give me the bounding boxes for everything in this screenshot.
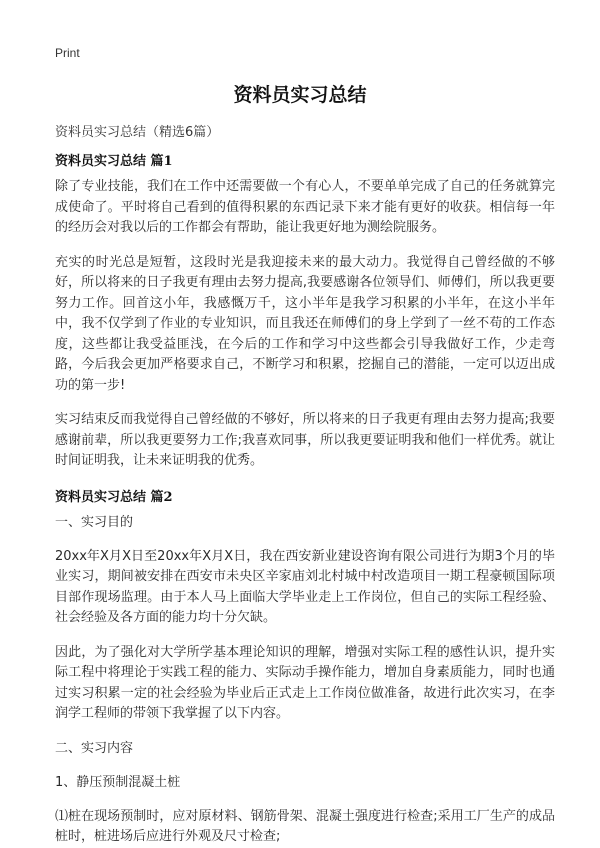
article-1-paragraph-2: 充实的时光总是短暂，这段时光是我迎接未来的最大动力。我觉得自己曾经做的不够好，所以将来的日子我更有理由去努力提高,我要感谢各位领导们、师傅们，所以我更要努力工作。回首这小年，我感慨万千，这小半年是我学习积累的小半年，在这小半年中，我不仅学到了作业的专业知识，而且我还在师傅们的身上学到了一丝不苟的工作态度，这些都让我受益匪浅，在今后的工作和学习中这些都会引导我做好工作，少走弯路，今后我会更加严格要求自己，不断学习和积累，挖掘自己的潜能，一定可以迈出成功的第一步! [55, 254, 555, 393]
precast-pile-heading: 1、静压预制混凝土桩 [55, 774, 181, 790]
precast-pile-text: ⑴桩在现场预制时，应对原材料、钢筋骨架、混凝土强度进行检查;采用工厂生产的成品桩时，桩进场后应进行外观及尺寸检查; [55, 808, 555, 844]
article-1-paragraph-1: 除了专业技能，我们在工作中还需要做一个有心人，不要单单完成了自己的任务就算完成使命了。平时将自己看到的值得积累的东西记录下来才能有更好的收获。相信每一年的经历会对我以后的工作都会有帮助，能让我更好地为测绘院服务。 [55, 179, 555, 235]
article-2-heading: 资料员实习总结 篇2 [55, 489, 173, 505]
article-1-heading: 资料员实习总结 篇1 [55, 154, 173, 169]
article-1-paragraph-3: 实习结束反而我觉得自己曾经做的不够好，所以将来的日子我更有理由去努力提高;我要感谢前辈，所以我更要努力工作;我喜欢同事，所以我更要证明我和他们一样优秀。就让时间证明我，让未来证明我的优秀。 [55, 412, 555, 468]
article-2-paragraph-1: 20xx年X月X日至20xx年X月X日，我在西安新业建设咨询有限公司进行为期3个月的毕业实习，期间被安排在西安市未央区辛家庙刘北村城中村改造项目一期工程豪顿国际项目部作现场监理。由于本人马上面临大学毕业走上工作岗位，但自己的实际工程经验、社会经验及各方面的能力均十分欠缺。 [55, 548, 555, 625]
article-2-paragraph-2: 因此，为了强化对大学所学基本理论知识的理解，增强对实际工程的感性认识，提升实际工程中将理论于实践工程的能力、实际动手操作能力，增加自身素质能力，同时也通过实习积累一定的社会经验为毕业后正式走上工作岗位做准备，故进行此次实习，在李润学工程师的带领下我掌握了以下内容。 [55, 644, 555, 721]
document-body [55, 150, 555, 848]
internship-content-heading: 二、实习内容 [55, 740, 134, 756]
page-title: 资料员实习总结 [233, 84, 367, 106]
internship-purpose-heading: 一、实习目的 [55, 514, 134, 530]
document-subtitle: 资料员实习总结（精选6篇） [55, 125, 220, 140]
print-link[interactable]: Print [55, 46, 80, 60]
